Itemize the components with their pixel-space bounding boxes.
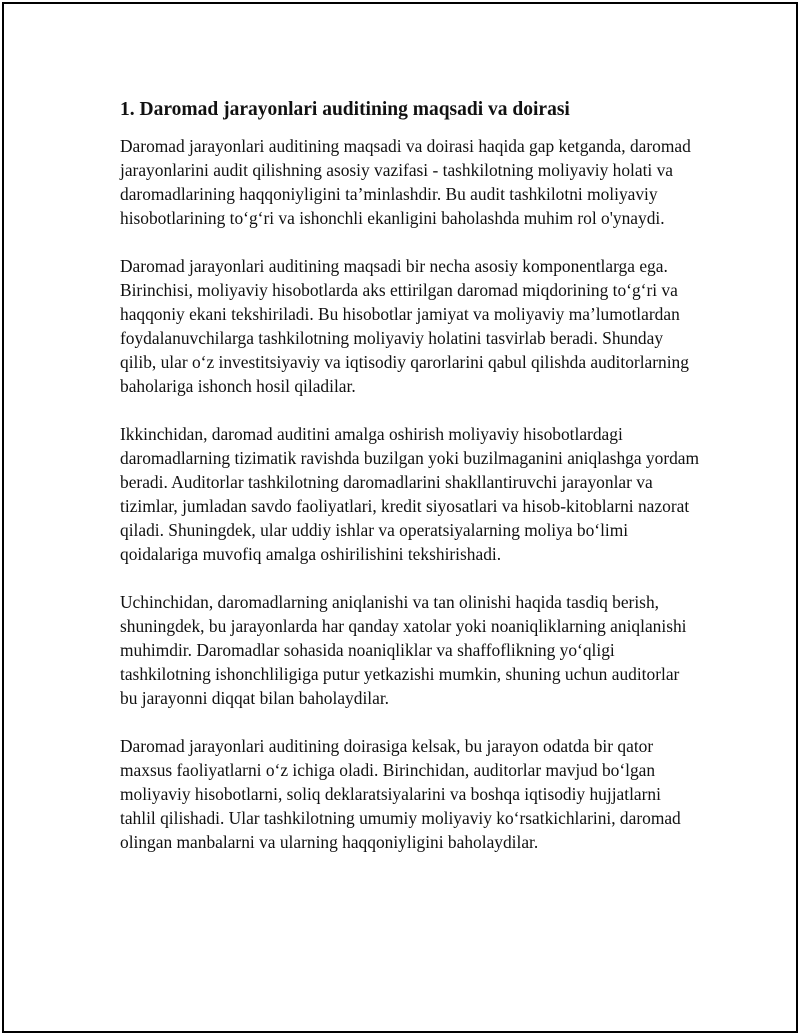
paragraph-2: Daromad jarayonlari auditining maqsadi bir necha asosiy komponentlarga ega. Birinchisi, moliyaviy hisobotlarda aks ettirilgan daromad miqdorining to‘g‘ri va haqqoniy ekani tekshiriladi. Bu hisobotlar jamiyat va moliyaviy ma’lumotlardan foydalanuvchilarga tashkilotning moliyaviy holatini tasvirlab beradi. Shunday qilib, ular o‘z investitsiyaviy va iqtisodiy qarorlarini qabul qilishda auditorlarning baholariga ishonch hosil qiladilar. [120, 256, 689, 396]
document-body [120, 97, 700, 854]
paragraph-1: Daromad jarayonlari auditining maqsadi va doirasi haqida gap ketganda, daromad jarayonlarini audit qilishning asosiy vazifasi - tashkilotning moliyaviy holati va daromadlarining haqqoniyligini ta’minlashdir. Bu audit tashkilotni moliyaviy hisobotlarining to‘g‘ri va ishonchli ekanligini baholashda muhim rol o'ynaydi. [120, 136, 691, 228]
paragraph-5: Daromad jarayonlari auditining doirasiga kelsak, bu jarayon odatda bir qator maxsus faoliyatlarni o‘z ichiga oladi. Birinchidan, auditorlar mavjud bo‘lgan moliyaviy hisobotlarni, soliq deklaratsiyalarini va boshqa iqtisodiy hujjatlarni tahlil qilishadi. Ular tashkilotning umumiy moliyaviy ko‘rsatkichlarini, daromad olingan manbalarni va ularning haqqoniyligini baholaydilar. [120, 736, 681, 852]
paragraph-4: Uchinchidan, daromadlarning aniqlanishi va tan olinishi haqida tasdiq berish, shuningdek, bu jarayonlarda har qanday xatolar yoki noaniqliklarning aniqlanishi muhimdir. Daromadlar sohasida noaniqliklar va shaffoflikning yo‘qligi tashkilotning ishonchliligiga putur yetkazishi mumkin, shuning uchun auditorlar bu jarayonni diqqat bilan baholaydilar. [120, 592, 687, 708]
page-frame [2, 2, 798, 1033]
paragraph-3: Ikkinchidan, daromad auditini amalga oshirish moliyaviy hisobotlardagi daromadlarning tizimatik ravishda buzilgan yoki buzilmaganini aniqlashga yordam beradi. Auditorlar tashkilotning daromadlarini shakllantiruvchi jarayonlar va tizimlar, jumladan savdo faoliyatlari, kredit siyosatlari va hisob-kitoblarni nazorat qiladi. Shuningdek, ular uddiy ishlar va operatsiyalarning moliya bo‘limi qoidalariga muvofiq amalga oshirilishini tekshirishadi. [120, 424, 700, 564]
section-heading: 1. Daromad jarayonlari auditining maqsadi va doirasi [120, 99, 570, 120]
